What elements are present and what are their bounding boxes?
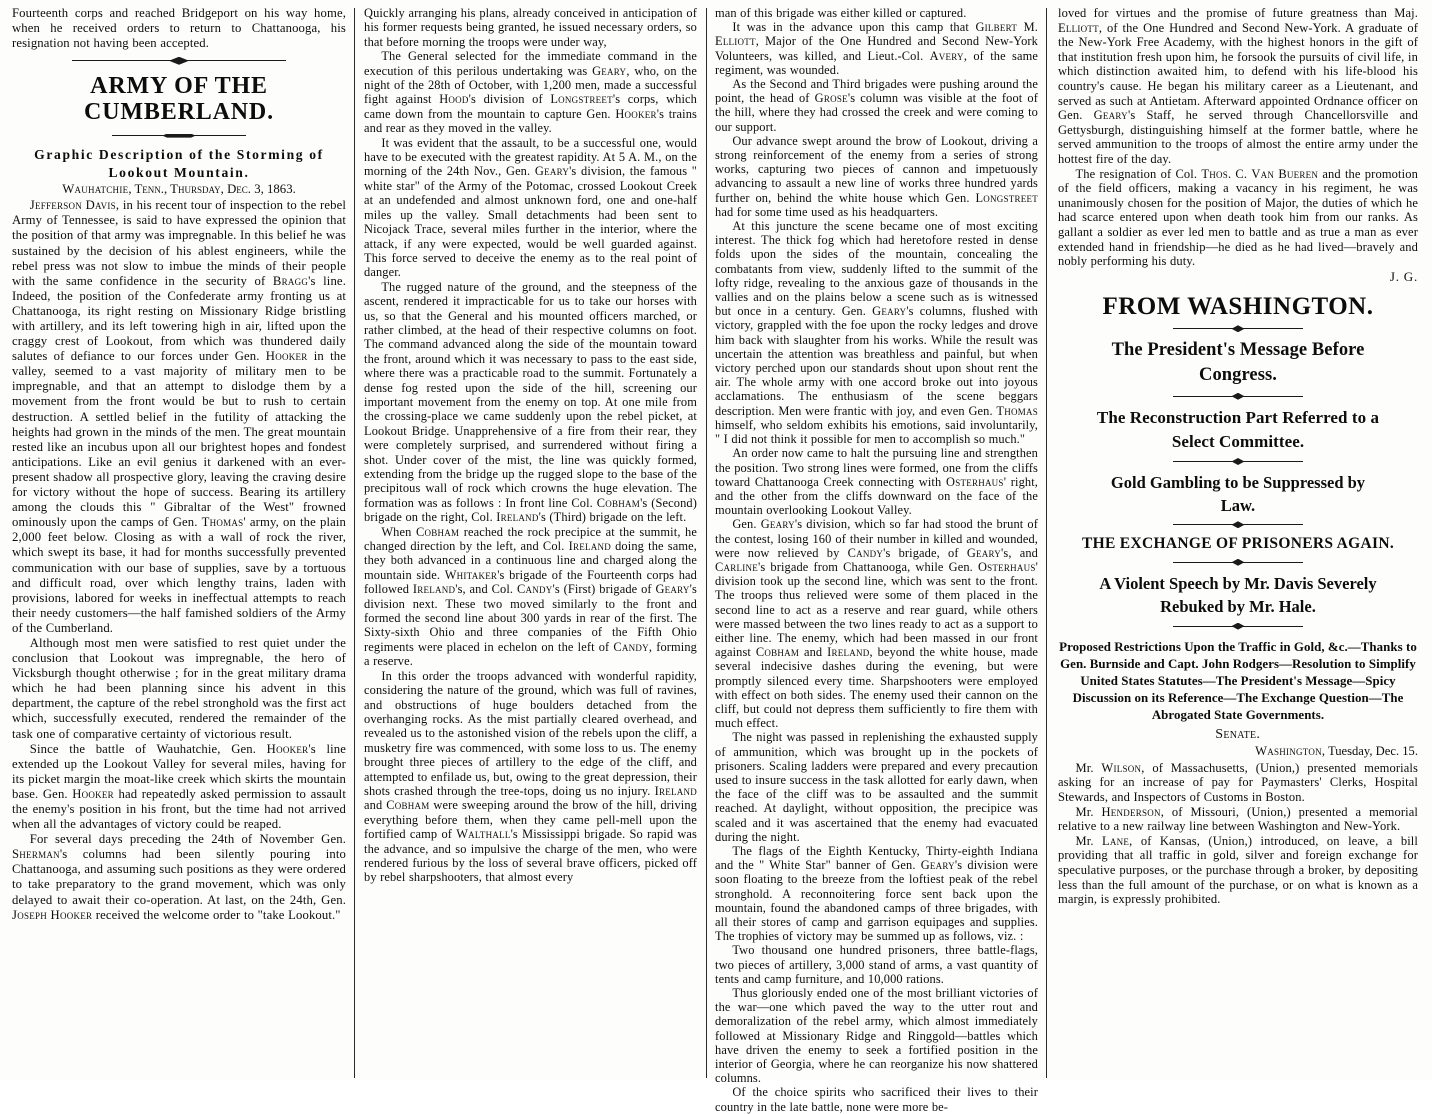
- paragraph: Jefferson Davis, in his recent tour of inspection to the rebel Army of Tennessee, is said to have expressed the opinion that the position of that army was impregnable. In this belief he was sustained by the decision of his ablest engineers, while the rebel press was not slow to imbue the minds of their people with the same confidence in the security of Bragg's line. Indeed, the position of the Confederate army fronting us at Chattanooga, its right resting on Missionary Ridge bristling with artillery, and its left towering high in air, lifted upon the craggy crest of Lookout, from which was thundered daily salutes of defiance to our forces under Gen. Hooker in the valley, seemed to a vast majority of military men to be impregnable, and that an attempt to dislodge them by a movement from the front would be but to rush to certain destruction. A settled belief in the futility of attacking the heights had grown in the minds of the men. The great mountain rested like an incubus upon all our brightest hopes and fondest anticipations. Like an evil genius it darkened with an ever-present shadow all prospective glory, leaving the craving desire for victory without the hope of success. Bearing its artillery among the clouds this " Gibraltar of the West" frowned ominously upon the camps of Gen. Thomas' army, on the plain 2,000 feet below. Closing as with a wall of rock the river, which swept its base, it had for months successfully prevented communication with our base of supplies, save by a tortuous and difficult road, over which lengthy trains, laden with provisions, labored for weeks in ineffectual attempts to reach their needy customers—the half famished soldiers of the Army of the Cumberland.: [12, 198, 346, 635]
- paragraph: The resignation of Col. Thos. C. Van Bueren and the promotion of the field officers, making a vacancy in his regiment, he was unanimously chosen for the position of Major, the duties of which he had scarce entered upon when death took him from our ranks. As gallant a soldier as ever led men to battle and as true a man as ever extended hand in friendship—he died as he had lived—bravely and nobly performing his duty.: [1058, 166, 1419, 269]
- subheadline-line-2: Lookout Mountain.: [108, 164, 250, 180]
- paragraph: Thus gloriously ended one of the most brilliant victories of the war—one which paved the way to the utter rout and demoralization of the rebel army, which almost immediately followed at Missionary Ridge and Ringgold—battles which have driven the enemy to seek a fortified position in the interior of Georgia, where he can reorganize his now shattered columns.: [715, 986, 1038, 1086]
- paragraph: The rugged nature of the ground, and the steepness of the ascent, rendered it impracticable for us to take our horses with us, so that the General and his mounted officers marched, or rather climbed, at the head of their respective columns on foot. The command advanced along the side of the mountain toward the front, around which it was necessary to pass to the east side, where there was a practicable road to the summit. Fortunately a dense fog rested upon the side of the hill, screening our important movement from the enemy on top. At one mile from the crossing-place we came suddenly upon the rebel picket, at Lookout Bridge. Unapprehensive of a fire from their rear, they were completely surprised, and surrendered without firing a shot. Under cover of the mist, the line was quickly formed, extending from the bridge up the rugged slope to the base of the precipitous wall of rock which crowns the huge elevation. The formation was as follows : In front line Col. Cobham's (Second) brigade on the right, Col. Ireland's (Third) brigade on the left.: [364, 279, 697, 525]
- ornament-divider-f: [1058, 622, 1418, 632]
- article-signature: J. G.: [1389, 268, 1418, 284]
- paragraph: The General selected for the immediate command in the execution of this perilous undertaking was Geary, who, on the night of the 28th of October, with 1,200 men, made a successful fight against Hood's division of Longstreet's corps, which came down from the mountain to capture Gen. Hooker's trains and rear as they moved in the valley.: [364, 49, 697, 136]
- paragraph: Of the choice spirits who sacrificed their lives to their country in the late battle, none were more be-: [715, 1085, 1038, 1114]
- column-1: [4, 6, 354, 1080]
- column-2: [354, 6, 706, 1080]
- paragraph: An order now came to halt the pursuing line and strengthen the position. Two strong lines were formed, one from the cliffs toward Chattanooga Creek connecting with Osterhaus' right, and the other from the cliffs downward on the face of the mountain overlooking Lookout Valley.: [715, 446, 1038, 518]
- ornament-divider-d: [1058, 520, 1418, 530]
- ornament-divider-top: [12, 55, 346, 67]
- paragraph: Mr. Henderson, of Missouri, (Union,) presented a memorial relative to a new railway line between Washington and New-York.: [1058, 804, 1418, 834]
- section-label-senate: Senate.: [1215, 726, 1261, 742]
- paragraph: It was in the advance upon this camp that Gilbert M. Elliott, Major of the One Hundred and Second New-York Volunteers, was killed, and Lieut.-Col. Avery, of the same regiment, was wounded.: [715, 20, 1038, 77]
- ornament-divider-c: [1058, 457, 1418, 467]
- ornament-divider-a: [1058, 324, 1418, 334]
- headline-exchange-of-prisoners: THE EXCHANGE OF PRISONERS AGAIN.: [1081, 535, 1395, 553]
- ornament-divider-e: [1058, 558, 1418, 568]
- paragraph: In this order the troops advanced with wonderful rapidity, considering the nature of the ground, which was full of ravines, and obstructions of huge boulders detached from the overhanging rocks. As the mist partially cleared overhead, and revealed us to the astonished vision of the rebels upon the cliff, a musketry fire was commenced, with some loss to us. The enemy brought three pieces of artillery to the edge of the cliff, and attempted to enfilade us, but, owing to the great depression, their shots crashed through the tree-tops, doing us no injury. Ireland and Cobham were sweeping around the brow of the hill, driving everything before them, when they came pell-mell upon the fortified camp of Walthall's Mississippi brigade. So rapid was the advance, and so impulsive the charge of the men, who were rendered furious by the loss of several brave officers, picked off by rebel sharpshooters, that almost every: [364, 668, 698, 885]
- paragraph: Quickly arranging his plans, already conceived in anticipation of his former requests being granted, he issued necessary orders, so that before morning the troops were under way,: [364, 6, 697, 49]
- headline-violent-speech-line-1: A Violent Speech by Mr. Davis Severely: [1099, 573, 1377, 593]
- paragraph: It was evident that the assault, to be a successful one, would have to be executed with the greatest rapidity. At 5 A. M., on the morning of the 24th Nov., Gen. Geary's division, the famous " white star" of the Army of the Potomac, crossed Lookout Creek at an undefended and almost unknown ford, one and one-half miles up the valley. Small detachments had been sent to Nicojack Trace, several miles further in the interior, where the attack, if any were expected, would be well guarded against. This force served to deceive the enemy as to the real point of danger.: [364, 135, 697, 280]
- dateline-wauhatchie: Wauhatchie, Tenn., Thursday, Dec. 3, 1863.: [62, 182, 296, 197]
- paragraph: Our advance swept around the brow of Lookout, driving a strong reinforcement of the enemy from a series of strong works, capturing two pieces of cannon and impetuously advancing to assault a new line of works three hundred yards further on, behind the white house which Gen. Longstreet had for some time used as his headquarters.: [715, 133, 1038, 219]
- paragraph: Since the battle of Wauhatchie, Gen. Hooker's line extended up the Lookout Valley for several miles, having for its picket margin the moat-like creek which skirts the mountain base. Gen. Hooker had repeatedly asked permission to assault the enemy's position in his front, but the time had not arrived when all the advantages of victory could be reaped.: [12, 741, 346, 832]
- paragraph: For several days preceding the 24th of November Gen. Sherman's columns had been silently pouring into Chattanooga, and assuming such positions as they were ordered to take preparatory to the grand movement, which was only delayed to await their co-operation. At last, on the 24th, Gen. Joseph Hooker received the welcome order to "take Lookout.": [12, 832, 346, 922]
- headline-from-washington: FROM WASHINGTON.: [1102, 292, 1374, 320]
- dateline-washington: Washington, Tuesday, Dec. 15.: [1255, 743, 1418, 758]
- paragraph: The flags of the Eighth Kentucky, Thirty-eighth Indiana and the " White Star" banner of Gen. Geary's division were soon floating to the breeze from the loftiest peak of the rebel stronghold. A reconnoitering force sent back upon the mountain, found the abandoned camps of three brigades, with all their stores of camp and garrison equipages and supplies. The trophies of victory may be summed up as follows, viz. :: [715, 843, 1039, 944]
- headline-gold-gambling-line-2: Law.: [1220, 496, 1256, 516]
- headline-gold-gambling-line-1: Gold Gambling to be Suppressed by: [1110, 472, 1366, 492]
- paragraph: man of this brigade was either killed or captured.: [715, 6, 967, 20]
- paragraph: Mr. Wilson, of Massachusetts, (Union,) presented memorials asking for an increase of pay for Paymasters' Clerks, Hospital Stewards, and Inspectors of Customs in Boston.: [1058, 760, 1418, 804]
- paragraph: As the Second and Third brigades were pushing around the point, the head of Grose's column was visible at the foot of the hill, where they had crossed the creek and were coming to our support.: [715, 77, 1038, 134]
- paragraph: Mr. Lane, of Kansas, (Union,) introduced, on leave, a bill providing that all traffic in gold, silver and foreign exchange for speculative purposes, or the purchase through a broker, by depositing less than the full amount of the purchase, or on what is known as a margin, is expressly prohibited.: [1058, 833, 1418, 907]
- column-4: [1046, 6, 1428, 1080]
- paragraph: Gen. Geary's division, which so far had stood the brunt of the contest, losing 160 of their number in killed and wounded, were now relieved by Candy's brigade, of Geary's, and Carline's brigade from Chattanooga, while Gen. Osterhaus' division took up the second line, which was sent to the front. The troops thus relieved were some of them placed in the second line to act as a reserve and rear guard, while others were massed between the two lines ready to act as a support to either line. The enemy, which had been massed in our front against Cobham and Ireland, beyond the white house, made several indecisive dashes during the evening, but were promptly silenced every time. Sharpshooters were employed with effect on both sides. The enemy used their cannon on the cliff, but could not depress them sufficiently to fire them with much effect.: [715, 517, 1039, 731]
- headline-violent-speech-line-2: Rebuked by Mr. Hale.: [1160, 597, 1316, 617]
- paragraph: At this juncture the scene became one of most exciting interest. The thick fog which had heretofore rested in dense folds upon the sides of the mountain, concealing the combatants from view, suddenly lifted to the summit of the lofty ridge, revealing to the anxious gaze of thousands in the vallies and on the plains below a scene such as is witnessed but once in a century. Gen. Geary's columns, flushed with victory, grappled with the foe upon the rocky ledges and drove him back with slaughter from his works. While the result was uncertain the attention was breathless and painful, but when victory perched upon our standards shout upon shout rent the air. The whole army with one accord broke out into joyous acclamations. The enthusiasm of the scene beggars description. Men were frantic with joy, and even Gen. Thomas himself, who seldom exhibits his emotions, said involuntarily, " I did not think it possible for men to accomplish so much.": [715, 219, 1038, 447]
- paragraph: When Cobham reached the rock precipice at the summit, he changed direction by the left, and Col. Ireland doing the same, they both advanced in a continuous line and charged along the mountain side. Whitaker's brigade of the Fourteenth corps had followed Ireland's, and Col. Candy's (First) brigade of Geary's division next. These two moved similarly to the front and formed the second line about 300 yards in rear of the first. The Sixty-sixth Ohio and three companies of the Fifth Ohio regiments were placed in echelon on the left of Candy, forming a reserve.: [364, 524, 697, 669]
- headline-kicker-summary: Proposed Restrictions Upon the Traffic in Gold, &c.—Thanks to Gen. Burnside and Capt. John Rodgers—Resolution to Simplify United States Statutes—The President's Message—Spicy Discussion on its Reference—The Exchange Question—The Abrogated State Governments.: [1059, 639, 1417, 722]
- paragraph: Two thousand one hundred prisoners, three battle-flags, two pieces of artillery, 3,000 stand of arms, a vast quantity of tents and camp furniture, and 10,000 rations.: [715, 943, 1038, 986]
- headline-presidents-message-line-2: Congress.: [1199, 365, 1277, 386]
- ornament-divider-b: [1058, 392, 1418, 402]
- paragraph: loved for virtues and the promise of future greatness than Maj. Elliott, of the One Hundred and Second New-York. A graduate of the New-York Free Academy, with the highest honors in the gift of that institution fresh upon him, he forsook the pursuits of civil life, in which distinction awaited him, to defend with his life-blood his country's cause. He began his military career as a Lieutenant, and served as such at Antietam. Afterward appointed Ordnance officer on Gen. Geary's Staff, he served through Chancellorsville and Gettysburgh, distinguishing himself at the former battle, where he served ammunition to the troops of almost the entire army under the hottest fire of the day.: [1058, 6, 1418, 166]
- column-3: [706, 6, 1046, 1114]
- paragraph: Although most men were satisfied to rest quiet under the conclusion that Lookout was impregnable, the hero of Vicksburgh thought otherwise ; for in the great military drama which he had been planning since his advent in this department, the capture of the rebel stronghold was the first act which, successfully executed, rendered the remainder of the task one of comparative certainty of victorious result.: [12, 635, 346, 741]
- headline-reconstruction-line-2: Select Committee.: [1171, 431, 1305, 451]
- lead-continuation: Fourteenth corps and reached Bridgeport on his way home, when he received orders to return to Chattanooga, his resignation not having been accepted.: [12, 6, 346, 51]
- subheadline-line-1: Graphic Description of the Storming of: [34, 147, 324, 163]
- section-headline-army-of-the-cumberland: ARMY OF THE CUMBERLAND.: [84, 73, 274, 126]
- headline-presidents-message-line-1: The President's Message Before: [1111, 340, 1365, 361]
- ornament-divider-small: [12, 130, 346, 141]
- headline-reconstruction-line-1: The Reconstruction Part Referred to a: [1096, 407, 1380, 427]
- paragraph: The night was passed in replenishing the exhausted supply of ammunition, which was brought up in the pockets of prisoners. Scaling ladders were prepared and every precaution used to insure success in the task allotted for early dawn, when the face of the cliff was to be assaulted and the summit reached. At daylight, without opposition, the precipice was scaled and it was ascertained that the enemy had evacuated during the night.: [715, 730, 1038, 844]
